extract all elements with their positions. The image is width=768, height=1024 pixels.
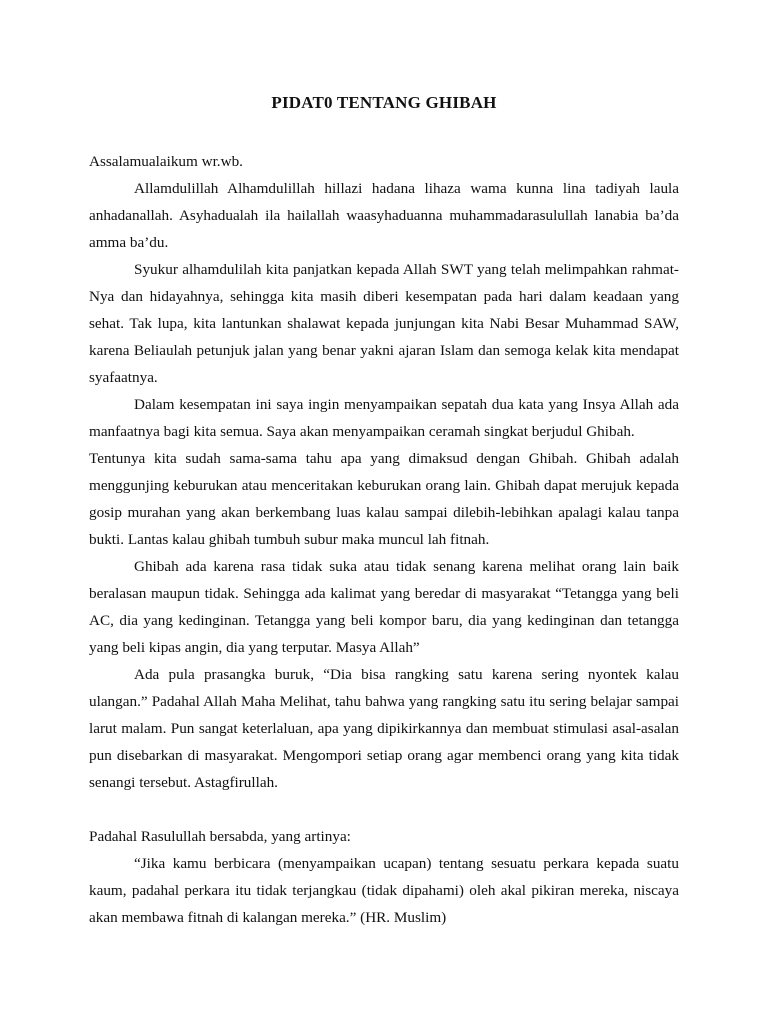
- document-body: [89, 148, 679, 931]
- paragraph-introduction: Dalam kesempatan ini saya ingin menyampaikan sepatah dua kata yang Insya Allah ada manfaatnya bagi kita semua. Saya akan menyampaikan ceramah singkat berjudul Ghibah.: [89, 396, 679, 440]
- paragraph-prejudice: Ada pula prasangka buruk, “Dia bisa rangking satu karena sering nyontek kalau ulangan.” Padahal Allah Maha Melihat, tahu bahwa yang rangking satu itu sering belajar sampai larut malam. Pun sangat keterlaluan, apa yang dipikirkannya dan membuat stimulasi asal-asalan pun disebarkan di masyarakat. Mengompori setiap orang agar membenci orang yang kita tidak senangi tersebut. Astagfirullah.: [89, 666, 679, 791]
- document-title: PIDAT0 TENTANG GHIBAH: [271, 93, 497, 112]
- paragraph-spacer: [89, 796, 679, 823]
- hadith-quote: “Jika kamu berbicara (menyampaikan ucapan) tentang sesuatu perkara kepada suatu kaum, padahal perkara itu tidak terjangkau (tidak dipahami) oleh akal pikiran mereka, niscaya akan membawa fitnah di kalangan mereka.” (HR. Muslim): [89, 855, 679, 926]
- greeting: Assalamualaikum wr.wb.: [89, 153, 243, 170]
- paragraph-opening: Allamdulillah Alhamdulillah hillazi hadana lihaza wama kunna lina tadiyah laula anhadanallah. Asyhadualah ila hailallah waasyhaduanna muhammadarasulullah lanabia ba’da amma ba’du.: [89, 180, 679, 251]
- paragraph-ghibah-definition: Tentunya kita sudah sama-sama tahu apa yang dimaksud dengan Ghibah. Ghibah adalah menggunjing keburukan atau menceritakan keburukan orang lain. Ghibah dapat merujuk kepada gosip murahan yang akan berkembang luas kalau sampai dilebih-lebihkan apalagi kalau tanpa bukti. Lantas kalau ghibah tumbuh subur maka muncul lah fitnah.: [89, 450, 679, 548]
- paragraph-gratitude: Syukur alhamdulilah kita panjatkan kepada Allah SWT yang telah melimpahkan rahmat-Nya dan hidayahnya, sehingga kita masih diberi kesempatan pada hari dalam keadaan yang sehat. Tak lupa, kita lantunkan shalawat kepada junjungan kita Nabi Besar Muhammad SAW, karena Beliaulah petunjuk jalan yang benar yakni ajaran Islam dan semoga kelak kita mendapat syafaatnya.: [89, 261, 679, 386]
- paragraph-ghibah-cause: Ghibah ada karena rasa tidak suka atau tidak senang karena melihat orang lain baik beralasan maupun tidak. Sehingga ada kalimat yang beredar di masyarakat “Tetangga yang beli AC, dia yang kedinginan. Tetangga yang beli kompor baru, dia yang kedinginan dan tetangga yang beli kipas angin, dia yang terputar. Masya Allah”: [89, 558, 679, 656]
- hadith-intro: Padahal Rasulullah bersabda, yang artinya:: [89, 828, 351, 845]
